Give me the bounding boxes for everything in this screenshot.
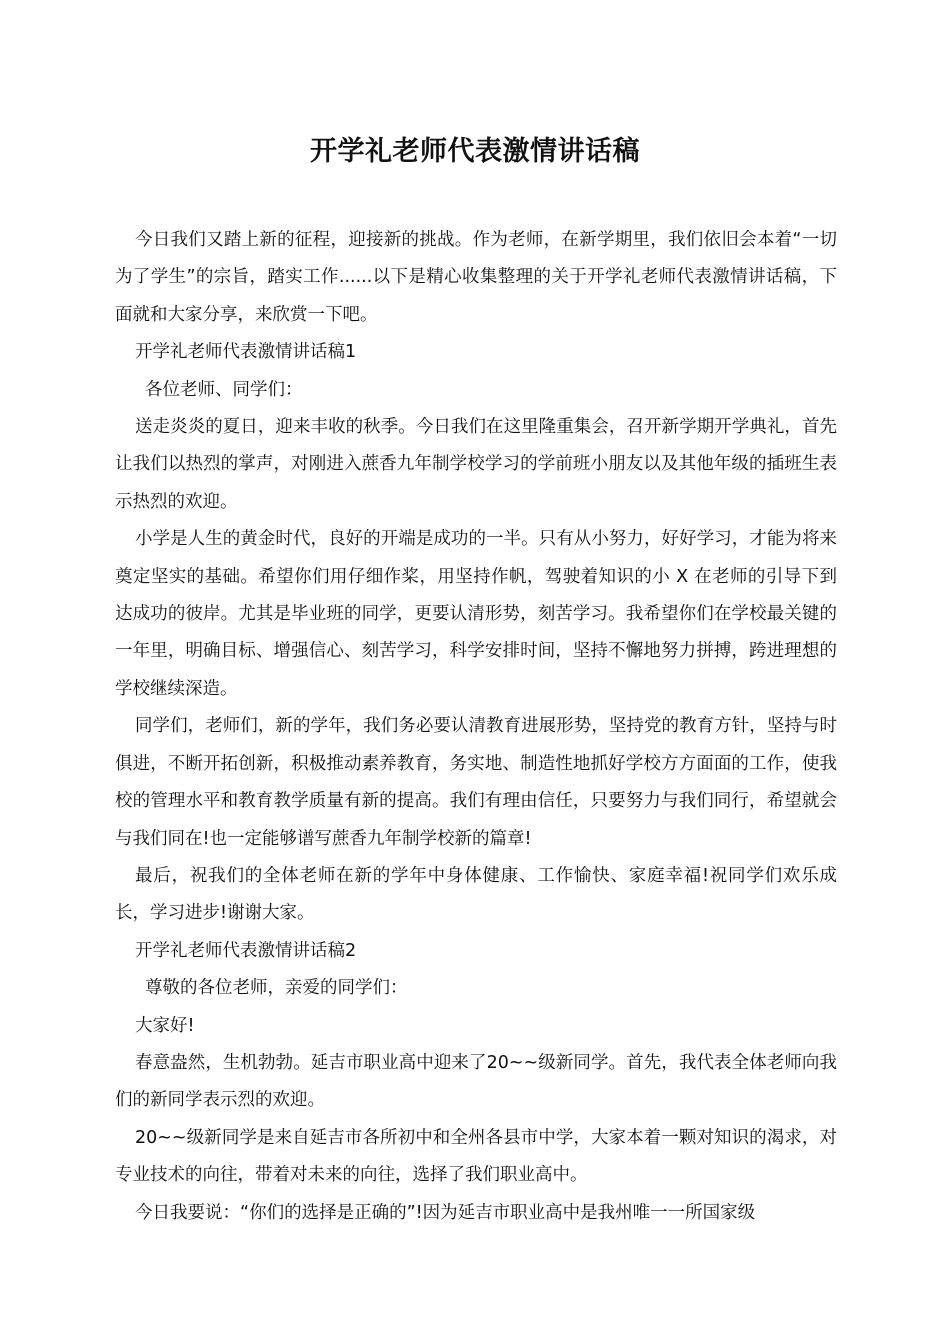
paragraph: 春意盎然，生机勃勃。延吉市职业高中迎来了20~~级新同学。首先，我代表全体老师向我们的新同学表示烈的欢迎。	[115, 1052, 837, 1111]
salutation-1: 各位老师、同学们：	[145, 379, 303, 400]
document-body	[115, 222, 837, 1232]
paragraph: 送走炎炎的夏日，迎来丰收的秋季。今日我们在这里隆重集会，召开新学期开学典礼，首先让我们以热烈的掌声，对刚进入蔗香九年制学校学习的学前班小朋友以及其他年级的插班生表示热烈的欢迎。	[115, 417, 837, 512]
section-heading-1: 开学礼老师代表激情讲话稿1	[135, 342, 357, 363]
section-heading-2: 开学礼老师代表激情讲话稿2	[135, 940, 357, 961]
paragraph: 小学是人生的黄金时代，良好的开端是成功的一半。只有从小努力，好好学习，才能为将来奠定坚实的基础。希望你们用仔细作桨，用坚持作帆，驾驶着知识的小 X 在老师的引导下到达成功的彼岸。尤其是毕业班的同学，更要认清形势，刻苦学习。我希望你们在学校最关键的一年里，明确目标、增强信心、刻苦学习，科学安排时间，坚持不懈地努力拼搏，跨进理想的学校继续深造。	[115, 529, 837, 699]
document-title: 开学礼老师代表激情讲话稿	[310, 136, 640, 167]
paragraph: 最后，祝我们的全体老师在新的学年中身体健康、工作愉快、家庭幸福!祝同学们欢乐成长，学习进步!谢谢大家。	[115, 865, 837, 924]
paragraph: 同学们，老师们，新的学年，我们务必要认清教育进展形势，坚持党的教育方针，坚持与时俱进，不断开拓创新，积极推动素养教育，务实地、制造性地抓好学校方方面面的工作，使我校的管理水平和教育教学质量有新的提高。我们有理由信任，只要努力与我们同行，希望就会与我们同在!也一定能够谱写蔗香九年制学校新的篇章!	[115, 716, 837, 849]
paragraph-intro: 今日我们又踏上新的征程，迎接新的挑战。作为老师，在新学期里，我们依旧会本着“一切为了学生”的宗旨，踏实工作......以下是精心收集整理的关于开学礼老师代表激情讲话稿，下面就和大家分享，来欣赏一下吧。	[115, 230, 837, 325]
greeting: 大家好!	[135, 1015, 195, 1036]
paragraph: 今日我要说：“你们的选择是正确的”!因为延吉市职业高中是我州唯一一所国家级	[135, 1202, 756, 1223]
salutation-2: 尊敬的各位老师，亲爱的同学们：	[145, 978, 408, 999]
paragraph: 20~~级新同学是来自延吉市各所初中和全州各县市中学，大家本着一颗对知识的渴求，对专业技术的向往，带着对未来的向往，选择了我们职业高中。	[115, 1127, 837, 1186]
